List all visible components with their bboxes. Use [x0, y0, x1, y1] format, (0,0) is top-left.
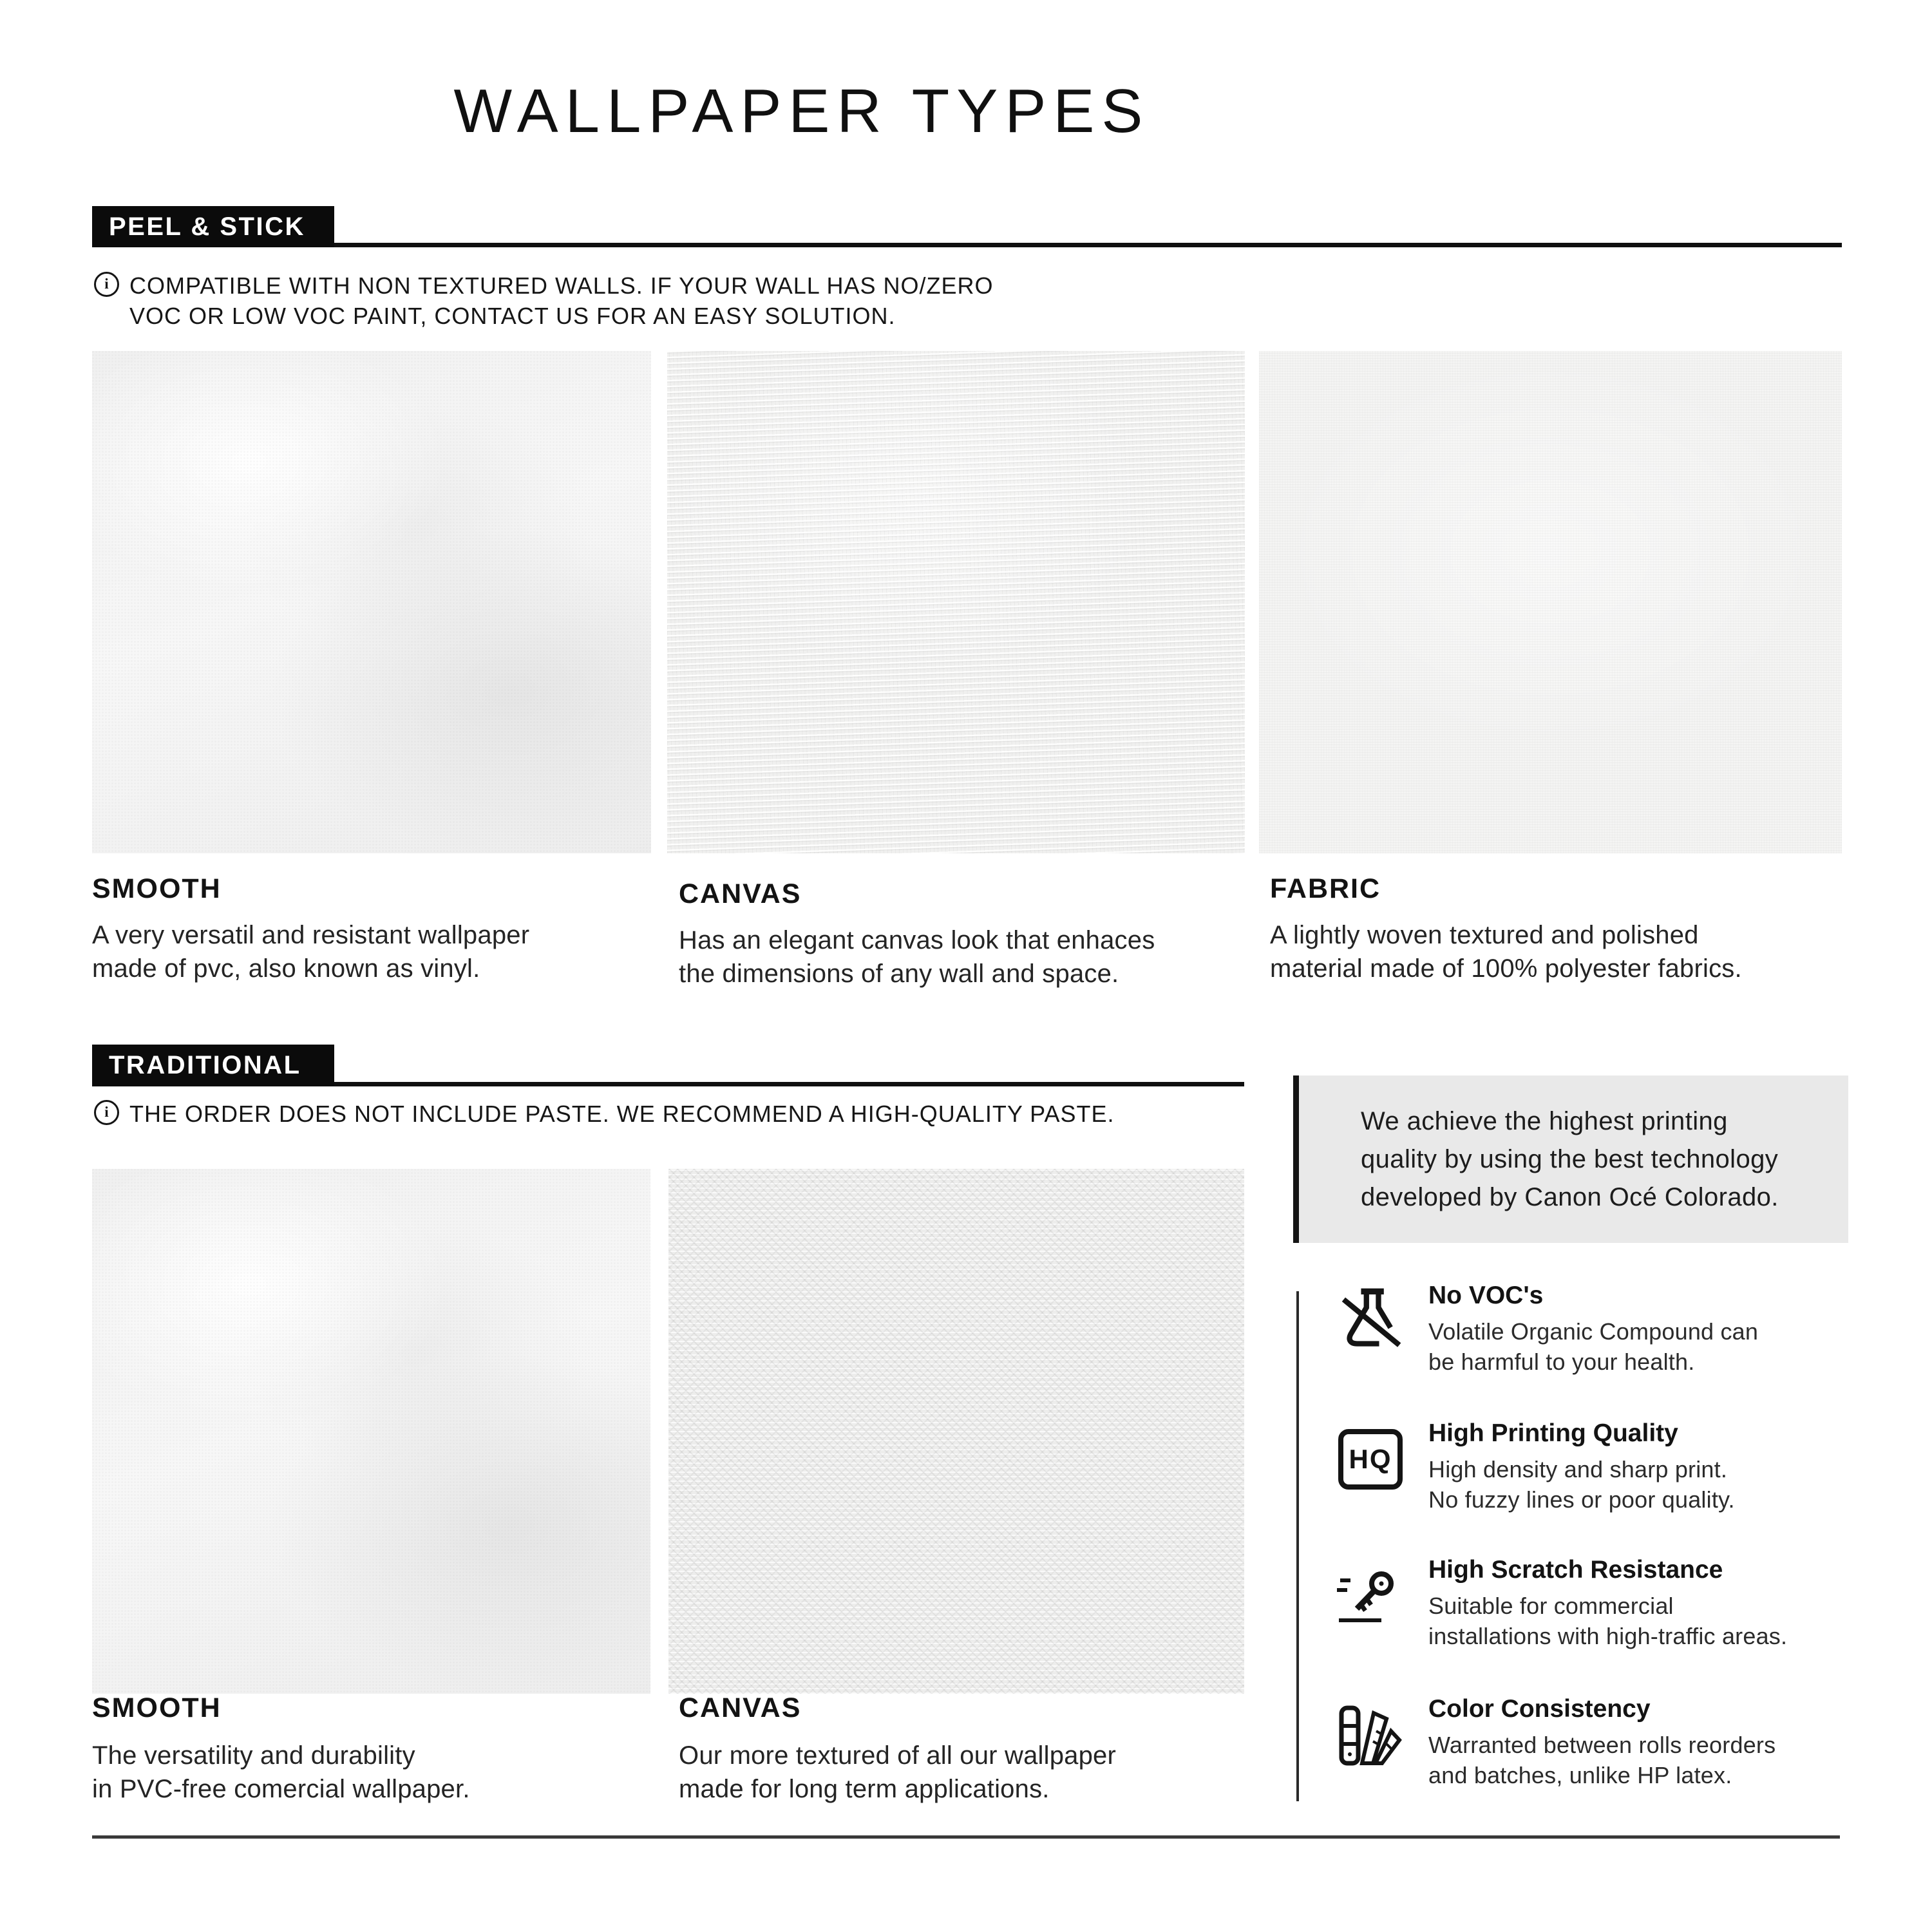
- info-icon: i: [94, 1100, 119, 1125]
- feature-title: High Printing Quality: [1428, 1419, 1678, 1447]
- traditional-note: [94, 1099, 1115, 1129]
- sample-desc: A very versatil and resistant wallpaper made of pvc, also known as vinyl.: [92, 921, 530, 983]
- peel-stick-label: PEEL & STICK: [109, 212, 305, 241]
- peel-stick-rule: [92, 243, 1842, 247]
- feature-desc: Suitable for commercial installations with high-traffic areas.: [1428, 1593, 1788, 1649]
- peel-stick-note-text: COMPATIBLE WITH NON TEXTURED WALLS. IF YOUR WALL HAS NO/ZERO VOC OR LOW VOC PAINT, CONTACT US FOR AN EASY SOLUTION.: [129, 272, 994, 329]
- quality-statement-panel: We achieve the highest printing quality by using the best technology developed by Canon Océ Colorado.: [1299, 1075, 1848, 1243]
- smooth-texture-sample: [92, 351, 651, 853]
- hq-badge-icon: HQ: [1332, 1421, 1409, 1498]
- feature-desc: Volatile Organic Compound can be harmful to your health.: [1428, 1318, 1759, 1375]
- quality-statement-accent-bar: [1293, 1075, 1299, 1243]
- traditional-label: TRADITIONAL: [109, 1050, 301, 1079]
- color-swatch-icon: [1332, 1698, 1409, 1775]
- sample-name: FABRIC: [1270, 873, 1381, 904]
- feature-title: High Scratch Resistance: [1428, 1556, 1723, 1584]
- scratch-key-icon: [1332, 1557, 1409, 1634]
- traditional-note-text: THE ORDER DOES NOT INCLUDE PASTE. WE RECOMMEND A HIGH-QUALITY PASTE.: [129, 1101, 1115, 1127]
- fabric-texture-sample: [1259, 351, 1842, 853]
- feature-title: No VOC's: [1428, 1282, 1544, 1309]
- canvas-texture-sample: [667, 351, 1245, 853]
- no-voc-flask-icon: [1332, 1280, 1409, 1358]
- peel-stick-header: [92, 206, 334, 247]
- footer-rule: [92, 1835, 1840, 1839]
- features-divider-line: [1296, 1291, 1299, 1801]
- sample-name: SMOOTH: [92, 1692, 222, 1723]
- sample-name: SMOOTH: [92, 873, 222, 904]
- smooth-texture-sample: [92, 1169, 650, 1694]
- feature-desc: Warranted between rolls reorders and batches, unlike HP latex.: [1428, 1732, 1776, 1788]
- page-title: WALLPAPER TYPES: [453, 77, 1150, 146]
- feature-title: Color Consistency: [1428, 1695, 1651, 1723]
- sample-desc: Has an elegant canvas look that enhaces the dimensions of any wall and space.: [679, 926, 1155, 988]
- info-icon: i: [94, 272, 119, 297]
- sample-desc: A lightly woven textured and polished material made of 100% polyester fabrics.: [1270, 921, 1742, 983]
- feature-desc: High density and sharp print. No fuzzy lines or poor quality.: [1428, 1456, 1735, 1513]
- sample-name: CANVAS: [679, 878, 802, 909]
- peel-stick-note: [94, 270, 994, 331]
- sample-desc: Our more textured of all our wallpaper made for long term applications.: [679, 1741, 1117, 1803]
- traditional-header: [92, 1045, 334, 1086]
- sample-name: CANVAS: [679, 1692, 802, 1723]
- coarse-canvas-texture-sample: [668, 1169, 1244, 1694]
- sample-desc: The versatility and durability in PVC-free comercial wallpaper.: [92, 1741, 470, 1803]
